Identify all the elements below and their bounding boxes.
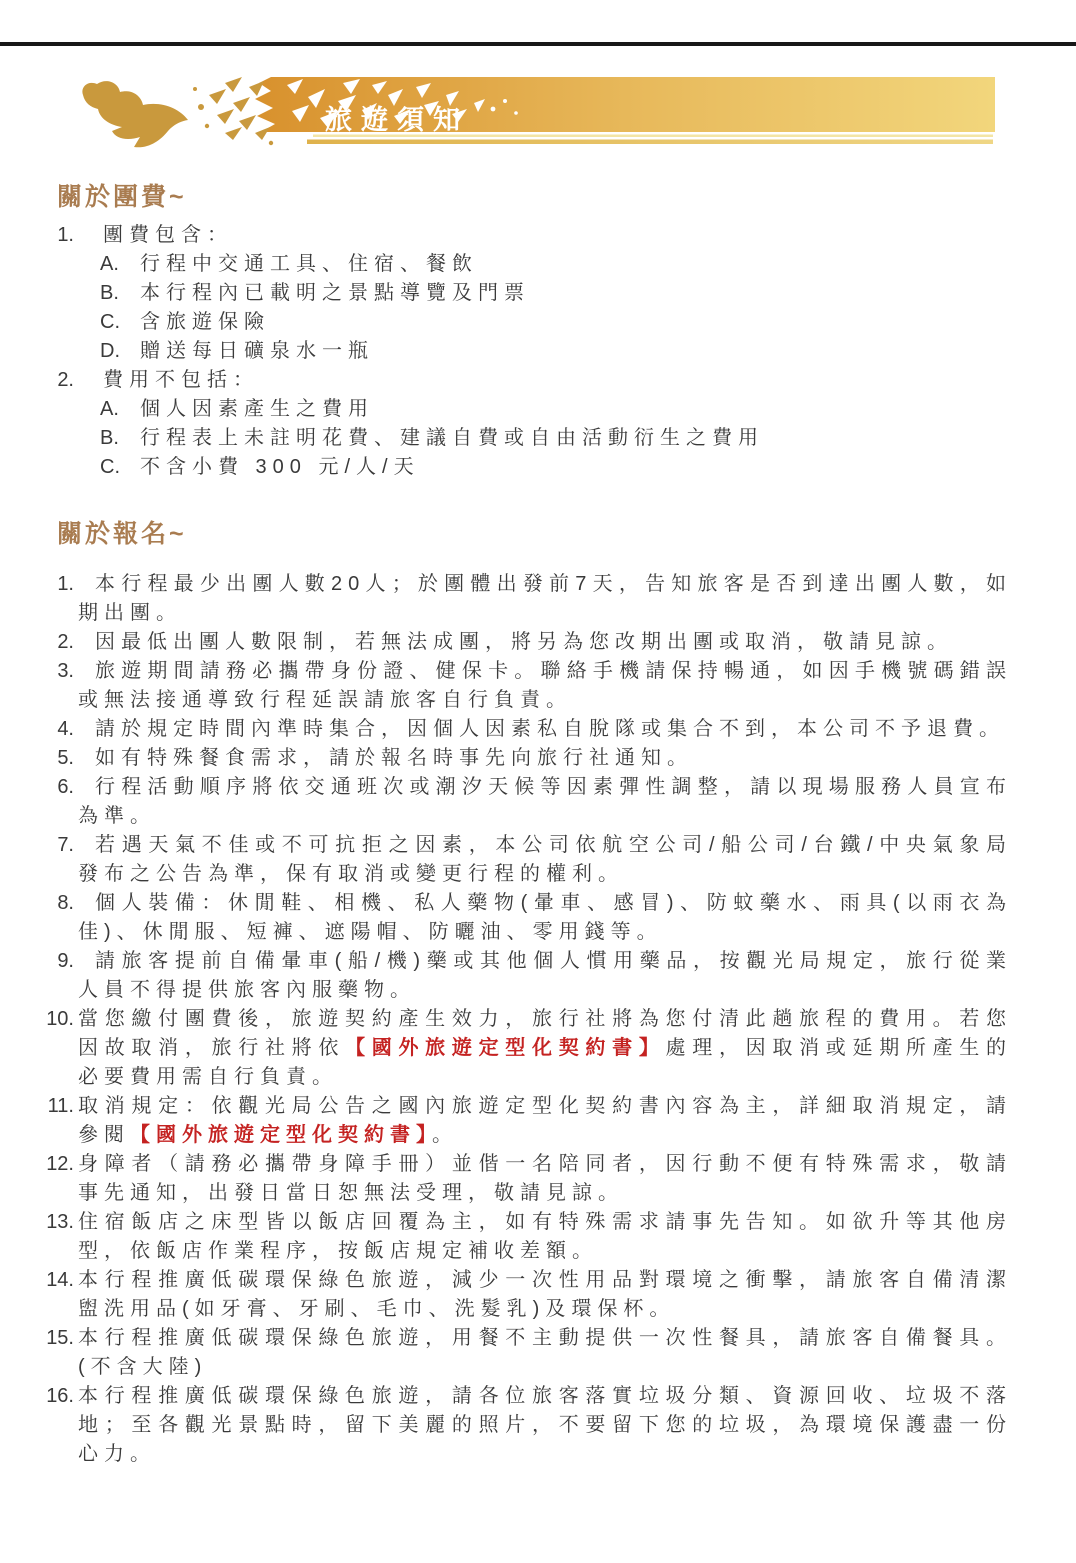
list-item xyxy=(57,657,1012,715)
sub-item-letter: B. xyxy=(100,282,119,304)
sub-item-letter: D. xyxy=(100,340,120,362)
item-text xyxy=(78,1208,1012,1266)
item-number: 3. xyxy=(57,660,74,682)
item-number: 2. xyxy=(57,631,74,653)
item-text xyxy=(78,831,1012,889)
sub-item-text: 行程中交通工具、住宿、餐飲 xyxy=(140,253,478,275)
item-number: 14. xyxy=(46,1269,74,1291)
numbered-list xyxy=(57,221,1012,482)
text-run: 本行程最少出團人數20人；於團體出發前7天，告知旅客是否到達出團人數，如期出團。 xyxy=(78,573,1012,624)
item-text xyxy=(78,570,1012,628)
item-number: 1. xyxy=(57,573,74,595)
list-item xyxy=(47,1092,1012,1150)
list-item xyxy=(57,773,1012,831)
list-item xyxy=(46,1324,1012,1382)
list-item xyxy=(57,715,1012,744)
item-number: 10. xyxy=(46,1008,74,1030)
top-rule xyxy=(0,42,1076,46)
list-item xyxy=(46,1382,1012,1469)
item-number: 2. xyxy=(57,369,74,391)
item-number: 16. xyxy=(46,1385,74,1407)
item-text xyxy=(78,628,1012,657)
sub-item-text: 行程表上未註明花費、建議自費或自由活動衍生之費用 xyxy=(140,427,764,449)
sub-item-letter: A. xyxy=(100,253,119,275)
banner-stripe xyxy=(307,140,993,145)
list-item xyxy=(57,831,1012,889)
item-number: 15. xyxy=(46,1327,74,1349)
banner-graphic xyxy=(75,77,995,157)
section-heading: 關於團費~ xyxy=(57,183,187,211)
sub-item-text: 不含小費 300 元/人/天 xyxy=(140,456,420,478)
sub-list-item xyxy=(78,279,1012,308)
item-number: 1. xyxy=(57,224,74,246)
item-number: 11. xyxy=(47,1095,74,1117)
item-number: 12. xyxy=(46,1153,74,1175)
text-run: 請於規定時間內準時集合，因個人因素私自脫隊或集合不到，本公司不予退費。 xyxy=(95,718,1005,740)
item-text xyxy=(78,1266,1012,1324)
sub-list-item xyxy=(78,453,1012,482)
bird-icon xyxy=(82,81,188,147)
sub-item-letter: C. xyxy=(100,456,120,478)
sections xyxy=(0,181,1076,1469)
text-run: 本行程推廣低碳環保綠色旅遊，請各位旅客落實垃圾分類、資源回收、垃圾不落地；至各觀光景點時，留下美麗的照片，不要留下您的垃圾，為環境保護盡一份心力。 xyxy=(78,1385,1012,1465)
numbered-list xyxy=(46,570,1013,1469)
sub-list-item xyxy=(78,250,1012,279)
list-item xyxy=(46,1266,1012,1324)
sub-item-letter: A. xyxy=(100,398,119,420)
item-number: 13. xyxy=(46,1211,74,1233)
list-item xyxy=(57,221,1012,366)
item-text xyxy=(78,715,1012,744)
sub-list-item xyxy=(78,395,1012,424)
list-item xyxy=(57,628,1012,657)
item-number: 8. xyxy=(57,892,74,914)
list-item xyxy=(46,1005,1013,1092)
list-item xyxy=(46,1208,1012,1266)
text-run: 身障者（請務必攜帶身障手冊）並偕一名陪同者，因行動不便有特殊需求，敬請事先通知，出發日當日恕無法受理，敬請見諒。 xyxy=(78,1153,1012,1204)
text-run: 請旅客提前自備暈車(船/機)藥或其他個人慣用藥品，按觀光局規定，旅行從業人員不得提供旅客內服藥物。 xyxy=(78,950,1012,1001)
highlighted-text: 【國外旅遊定型化契約書】 xyxy=(345,1037,666,1059)
sub-list-item xyxy=(78,308,1012,337)
item-text xyxy=(78,657,1012,715)
sub-item-letter: C. xyxy=(100,311,120,333)
item-number: 4. xyxy=(57,718,74,740)
item-number: 9. xyxy=(57,950,74,972)
sub-item-text: 含旅遊保險 xyxy=(140,311,270,333)
item-number: 6. xyxy=(57,776,74,798)
text-run: 若遇天氣不佳或不可抗拒之因素，本公司依航空公司/船公司/台鐵/中央氣象局發布之公告為準，保有取消或變更行程的權利。 xyxy=(78,834,1012,885)
text-run: 。 xyxy=(432,1124,458,1146)
section-heading: 關於報名~ xyxy=(57,520,187,548)
sub-item-letter: B. xyxy=(100,427,119,449)
sub-item-text: 個人因素產生之費用 xyxy=(140,398,374,420)
page xyxy=(0,42,1076,1563)
sub-list-item xyxy=(78,337,1012,366)
item-number: 7. xyxy=(57,834,74,856)
banner-title: 旅遊須知 xyxy=(325,105,469,136)
item-text xyxy=(78,221,1012,250)
highlighted-text: 【國外旅遊定型化契約書】 xyxy=(130,1124,432,1146)
text-run: 住宿飯店之床型皆以飯店回覆為主，如有特殊需求請事先告知。如欲升等其他房型，依飯店作業程序，按飯店規定補收差額。 xyxy=(78,1211,1012,1262)
sub-item-text: 贈送每日礦泉水一瓶 xyxy=(140,340,374,362)
text-run: 處理，因取消或延期所產生的必要費用需自行負責。 xyxy=(78,1037,1013,1088)
text-run: 個人裝備：休閒鞋、相機、私人藥物(暈車、感冒)、防蚊藥水、雨具(以雨衣為佳)、休閒服、短褲、遮陽帽、防曬油、零用錢等。 xyxy=(78,892,1012,943)
list-item xyxy=(57,947,1012,1005)
list-item xyxy=(46,1150,1012,1208)
text-run: 團費包含： xyxy=(103,224,233,246)
item-text xyxy=(78,744,1012,773)
section xyxy=(0,518,1076,1469)
item-text xyxy=(78,1382,1012,1469)
item-text xyxy=(78,366,1012,395)
item-text xyxy=(78,1005,1012,1092)
text-run: 取消規定：依觀光局公告之國內旅遊定型化契約書內容為主，詳細取消規定，請參閱 xyxy=(78,1095,1012,1146)
item-text xyxy=(78,1092,1012,1150)
sub-list-item xyxy=(78,424,1012,453)
item-text xyxy=(78,889,1012,947)
item-number: 5. xyxy=(57,747,74,769)
text-run: 本行程推廣低碳環保綠色旅遊，減少一次性用品對環境之衝擊，請旅客自備清潔盥洗用品(如牙膏、牙刷、毛巾、洗髮乳)及環保杯。 xyxy=(78,1269,1012,1320)
text-run: 費用不包括： xyxy=(103,369,259,391)
text-run: 因最低出團人數限制，若無法成團，將另為您改期出團或取消，敬請見諒。 xyxy=(95,631,953,653)
sub-item-text: 本行程內已載明之景點導覽及門票 xyxy=(140,282,530,304)
item-text xyxy=(78,1150,1012,1208)
banner xyxy=(75,77,995,157)
item-text xyxy=(78,773,1012,831)
text-run: 行程活動順序將依交通班次或潮汐天候等因素彈性調整，請以現場服務人員宣布為準。 xyxy=(78,776,1012,827)
text-run: 如有特殊餐食需求，請於報名時事先向旅行社通知。 xyxy=(95,747,693,769)
list-item xyxy=(57,889,1012,947)
list-item xyxy=(57,570,1012,628)
item-text xyxy=(78,947,1012,1005)
list-item xyxy=(57,744,1012,773)
text-run: 當您繳付團費後，旅遊契約產生效力，旅行社將為您付清此趟旅程的費用。若您因故取消，旅行社將依 xyxy=(78,1008,1012,1059)
item-text xyxy=(78,1324,1012,1382)
list-item xyxy=(57,366,1012,482)
section xyxy=(0,181,1076,482)
text-run: 旅遊期間請務必攜帶身份證、健保卡。聯絡手機請保持暢通，如因手機號碼錯誤或無法接通導致行程延誤請旅客自行負責。 xyxy=(78,660,1012,711)
text-run: 本行程推廣低碳環保綠色旅遊，用餐不主動提供一次性餐具，請旅客自備餐具。(不含大陸) xyxy=(78,1327,1012,1378)
